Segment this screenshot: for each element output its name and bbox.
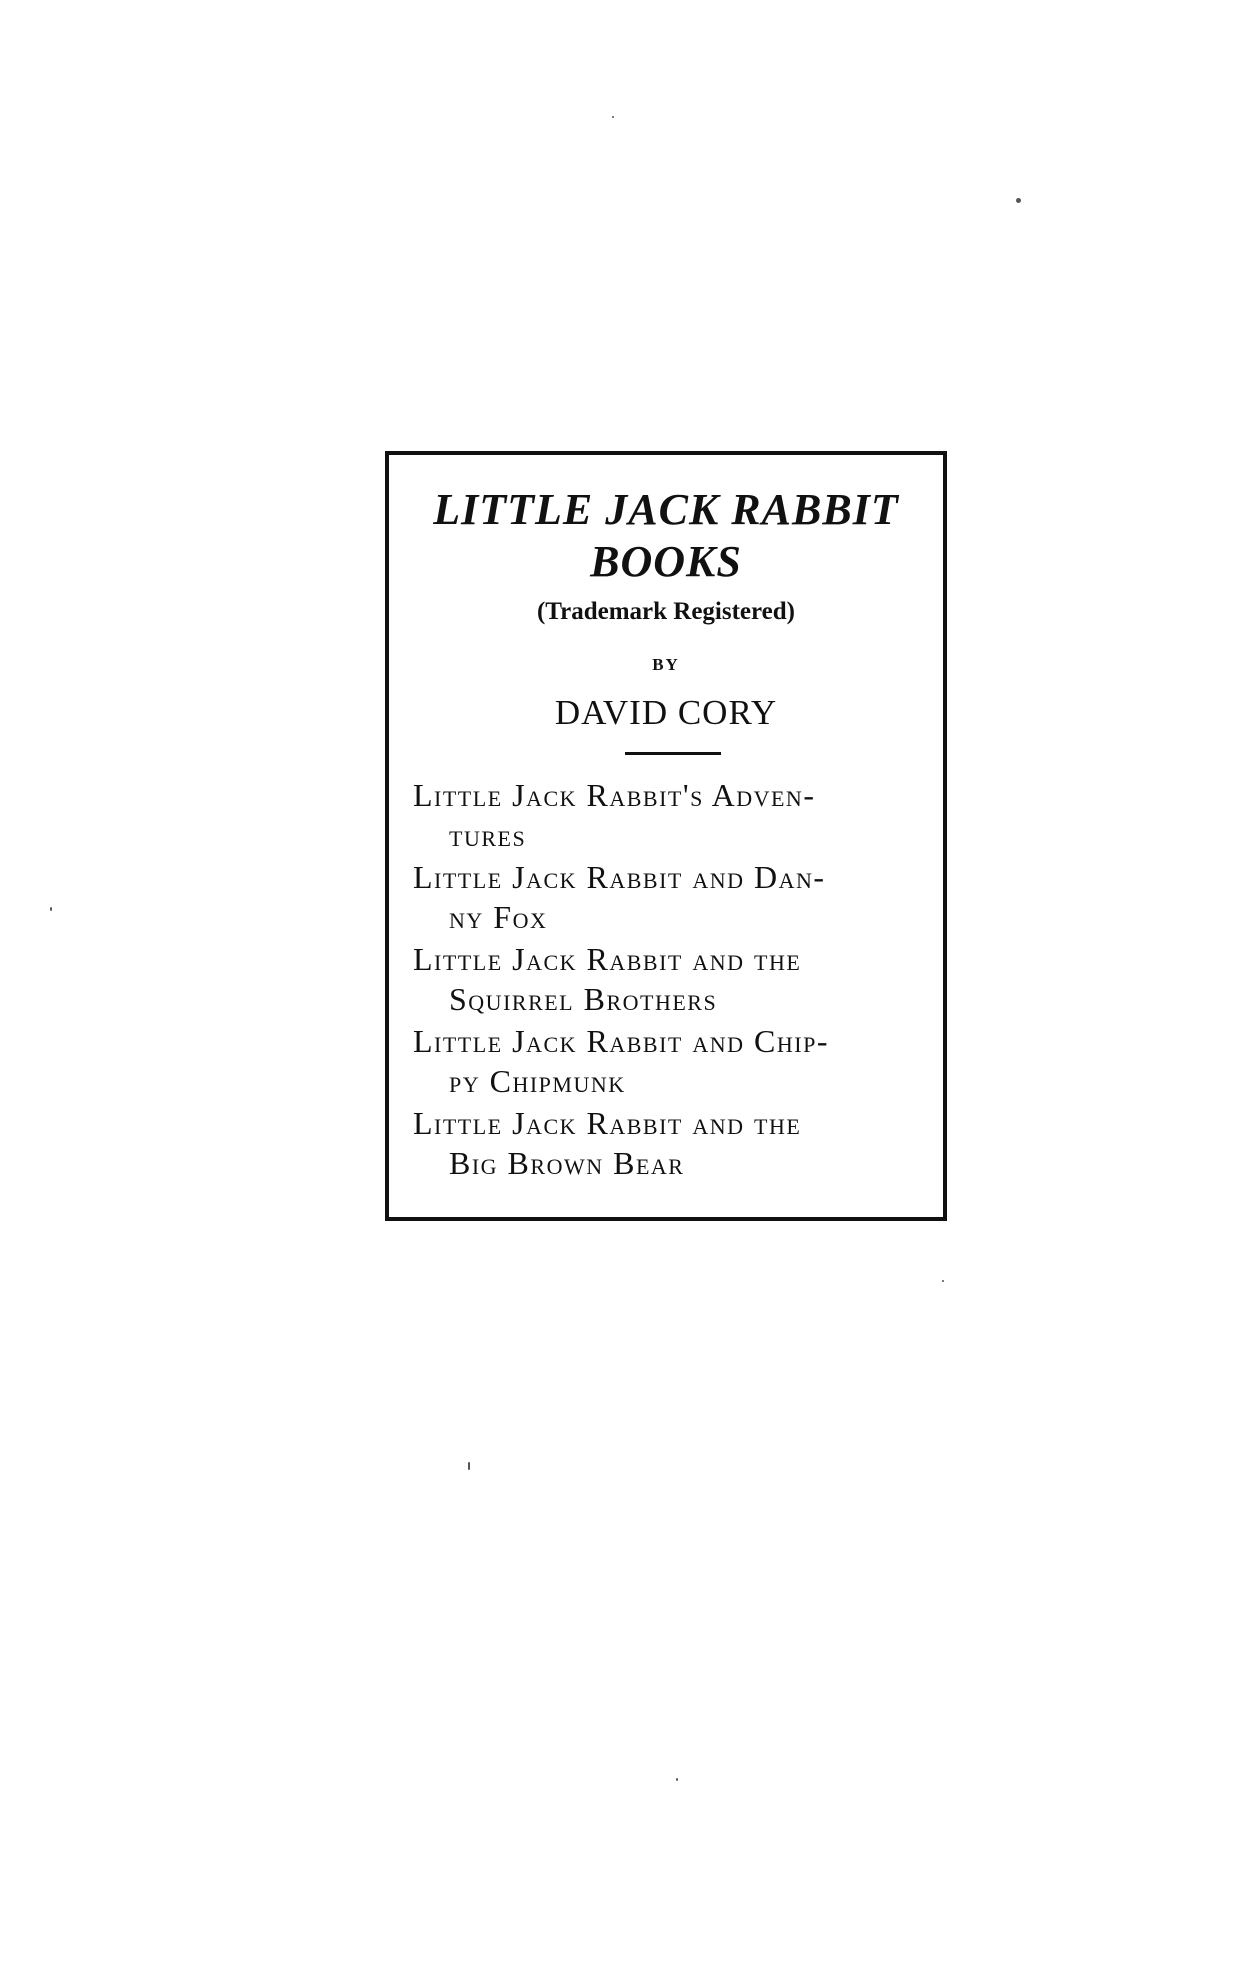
by-label: BY <box>652 655 680 674</box>
book-title-item <box>413 775 923 855</box>
book-title-item <box>413 1021 923 1101</box>
book-title-line-continued: tures <box>449 817 527 853</box>
book-title-line-continued: py Chipmunk <box>449 1063 626 1099</box>
book-title-line: Little Jack Rabbit and Chip- <box>413 1023 829 1059</box>
book-title-line-continued: Big Brown Bear <box>449 1145 685 1181</box>
book-title-line: Little Jack Rabbit's Adven- <box>413 777 816 813</box>
book-title-line-continued: ny Fox <box>449 899 548 935</box>
scan-speck <box>1016 198 1021 203</box>
scan-speck <box>676 1778 678 1781</box>
scan-speck <box>942 1280 944 1282</box>
book-title-item <box>413 939 923 1019</box>
author-name: DAVID CORY <box>554 693 778 732</box>
scan-speck <box>50 907 52 911</box>
book-title-line: Little Jack Rabbit and the <box>413 941 802 977</box>
book-title-item <box>413 1103 923 1183</box>
trademark-note: (Trademark Registered) <box>536 598 796 625</box>
scan-speck <box>468 1462 470 1470</box>
series-title-continued: BOOKS <box>590 537 742 586</box>
series-frame <box>385 451 947 1221</box>
series-title: LITTLE JACK RABBIT <box>433 485 899 534</box>
book-title-item <box>413 857 923 937</box>
book-title-line: Little Jack Rabbit and Dan- <box>413 859 826 895</box>
scan-speck <box>612 116 614 118</box>
book-title-line-continued: Squirrel Brothers <box>449 981 718 1017</box>
divider-rule <box>625 752 721 755</box>
book-title-line: Little Jack Rabbit and the <box>413 1105 802 1141</box>
